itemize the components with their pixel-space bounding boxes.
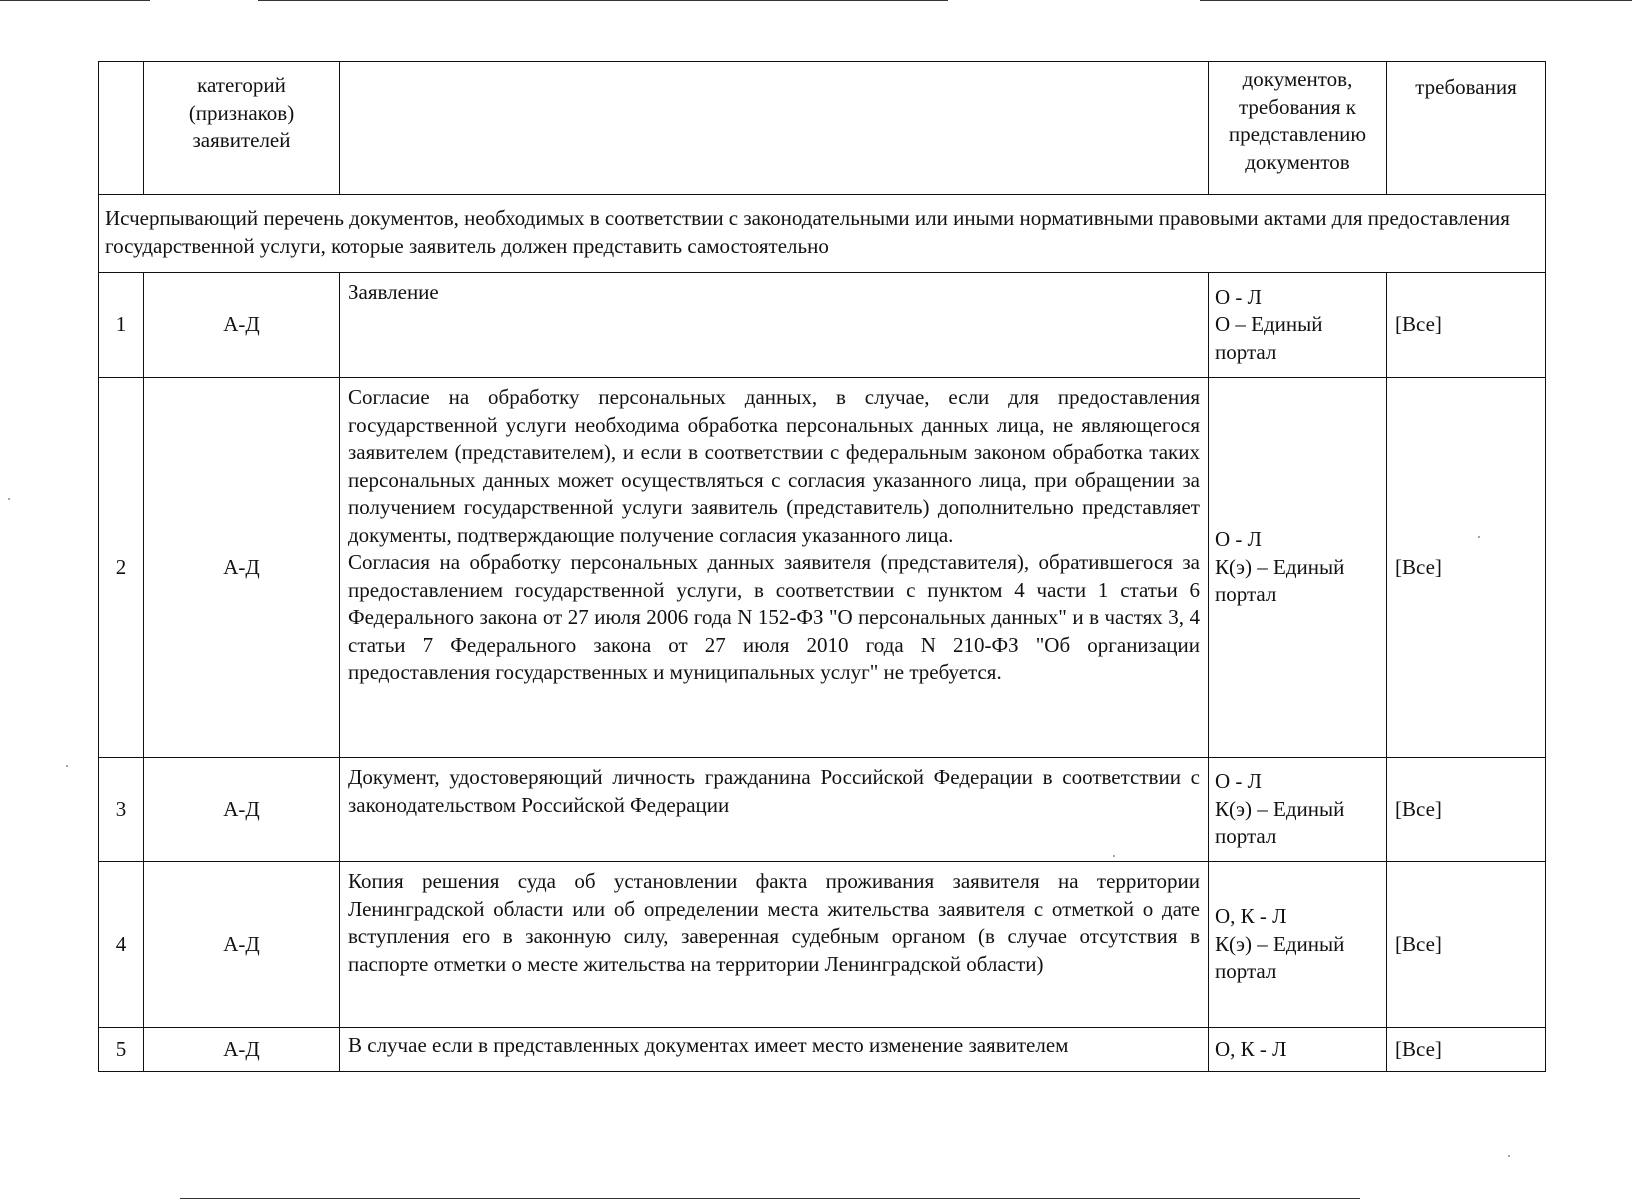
row-form-line: О – Единый xyxy=(1215,312,1323,337)
header-form-cell xyxy=(1209,62,1387,195)
row-document xyxy=(340,273,1209,378)
header-form-line: требования к xyxy=(1239,94,1356,119)
row-form-line: К(э) – Единый xyxy=(1215,554,1345,579)
row-form-line: портал xyxy=(1215,582,1277,607)
scan-speck xyxy=(66,765,68,767)
row-form-line: О, К - Л xyxy=(1215,904,1287,929)
row-document-paragraph: Копия решения суда об установлении факта проживания заявителя на территории Ленинградской области или об определении места жительства заявителя с отметкой о дате вступления его в законную силу, заверенная судебным органом (в случае отсутствия в паспорте отметки о месте жительства на территории Ленинградской области) xyxy=(348,869,1200,976)
scan-speck xyxy=(1508,1155,1510,1157)
top-edge-line-left xyxy=(0,0,150,1)
section-title: Исчерпывающий перечень документов, необходимых в соответствии с законодательными или иными нормативными правовыми актами для предоставления государственной услуги, которые заявитель должен представить самостоятельно xyxy=(99,195,1546,273)
row-number: 5 xyxy=(99,1028,144,1072)
row-form-line: портал xyxy=(1215,339,1277,364)
row-form-line: О - Л xyxy=(1215,527,1262,552)
row-document xyxy=(340,378,1209,758)
row-document-paragraph: Заявление xyxy=(348,280,439,304)
row-category: А-Д xyxy=(144,758,340,862)
row-form xyxy=(1209,862,1387,1028)
header-document-cell xyxy=(340,62,1209,195)
row-form-line: К(э) – Единый xyxy=(1215,931,1345,956)
row-form-line: К(э) – Единый xyxy=(1215,796,1345,821)
row-number: 3 xyxy=(99,758,144,862)
bottom-edge-line xyxy=(180,1198,1360,1199)
row-requirement: [Все] xyxy=(1387,378,1546,758)
header-form-line: документов, xyxy=(1242,67,1353,91)
row-document-paragraph: В случае если в представленных документах имеет место изменение заявителем xyxy=(348,1033,1069,1057)
table-row xyxy=(99,273,1546,378)
row-requirement: [Все] xyxy=(1387,758,1546,862)
header-form-line: документов xyxy=(1245,149,1350,174)
table-row xyxy=(99,1028,1546,1072)
scan-speck xyxy=(1113,855,1115,857)
row-number: 4 xyxy=(99,862,144,1028)
table-row xyxy=(99,862,1546,1028)
table-row xyxy=(99,758,1546,862)
section-title-row xyxy=(99,195,1546,273)
row-number: 2 xyxy=(99,378,144,758)
header-requirement-cell: требования xyxy=(1387,62,1546,195)
row-form-line: портал xyxy=(1215,824,1277,849)
row-document-paragraph: Документ, удостоверяющий личность гражданина Российской Федерации в соответствии с законодательством Российской Федерации xyxy=(348,765,1200,817)
row-form xyxy=(1209,1028,1387,1072)
header-form-line: представлению xyxy=(1228,122,1367,146)
row-requirement: [Все] xyxy=(1387,273,1546,378)
row-category: А-Д xyxy=(144,273,340,378)
row-document-paragraph: Согласия на обработку персональных данных заявителя (представителя), обратившегося за предоставлением государственной услуги, в соответствии с пунктом 4 части 1 статьи 6 Федерального закона от 27 июля 2006 года N 152-ФЗ "О персональных данных" и в частях 3, 4 статьи 7 Федерального закона от 27 июля 2010 года N 210-ФЗ "Об организации предоставления государственных и муниципальных услуг" не требуется. xyxy=(348,550,1200,684)
scan-speck xyxy=(8,498,10,500)
table-row xyxy=(99,378,1546,758)
row-form-line: портал xyxy=(1215,959,1277,984)
row-form-line: О, К - Л xyxy=(1215,1036,1287,1061)
row-category: А-Д xyxy=(144,378,340,758)
row-form-line: О - Л xyxy=(1215,769,1262,794)
row-form xyxy=(1209,273,1387,378)
top-edge-line-middle xyxy=(258,0,948,1)
top-edge-line-right xyxy=(1200,0,1632,1)
row-form xyxy=(1209,378,1387,758)
documents-table xyxy=(98,61,1546,1072)
table-header-row xyxy=(99,62,1546,195)
header-number-cell xyxy=(99,62,144,195)
row-form xyxy=(1209,758,1387,862)
scan-speck xyxy=(1478,536,1480,538)
row-requirement: [Все] xyxy=(1387,862,1546,1028)
row-requirement: [Все] xyxy=(1387,1028,1546,1072)
row-number: 1 xyxy=(99,273,144,378)
row-document xyxy=(340,862,1209,1028)
row-document-paragraph: Согласие на обработку персональных данных, в случае, если для предоставления государственной услуги необходима обработка персональных данных лица, не являющегося заявителем (представителем), и если в соответствии с федеральным законом обработка таких персональных данных может осуществляться с согласия указанного лица, при обращении за получением государственной услуги заявитель (представитель) дополнительно представляет документы, подтверждающие получение согласия указанного лица. xyxy=(348,385,1200,547)
row-category: А-Д xyxy=(144,1028,340,1072)
row-form-line: О - Л xyxy=(1215,284,1262,309)
header-category-line: (признаков) xyxy=(188,100,295,125)
row-category: А-Д xyxy=(144,862,340,1028)
header-category-line: заявителей xyxy=(192,128,291,152)
header-category-cell xyxy=(144,62,340,195)
header-category-line: категорий xyxy=(197,73,286,97)
row-document xyxy=(340,1028,1209,1072)
row-document xyxy=(340,758,1209,862)
